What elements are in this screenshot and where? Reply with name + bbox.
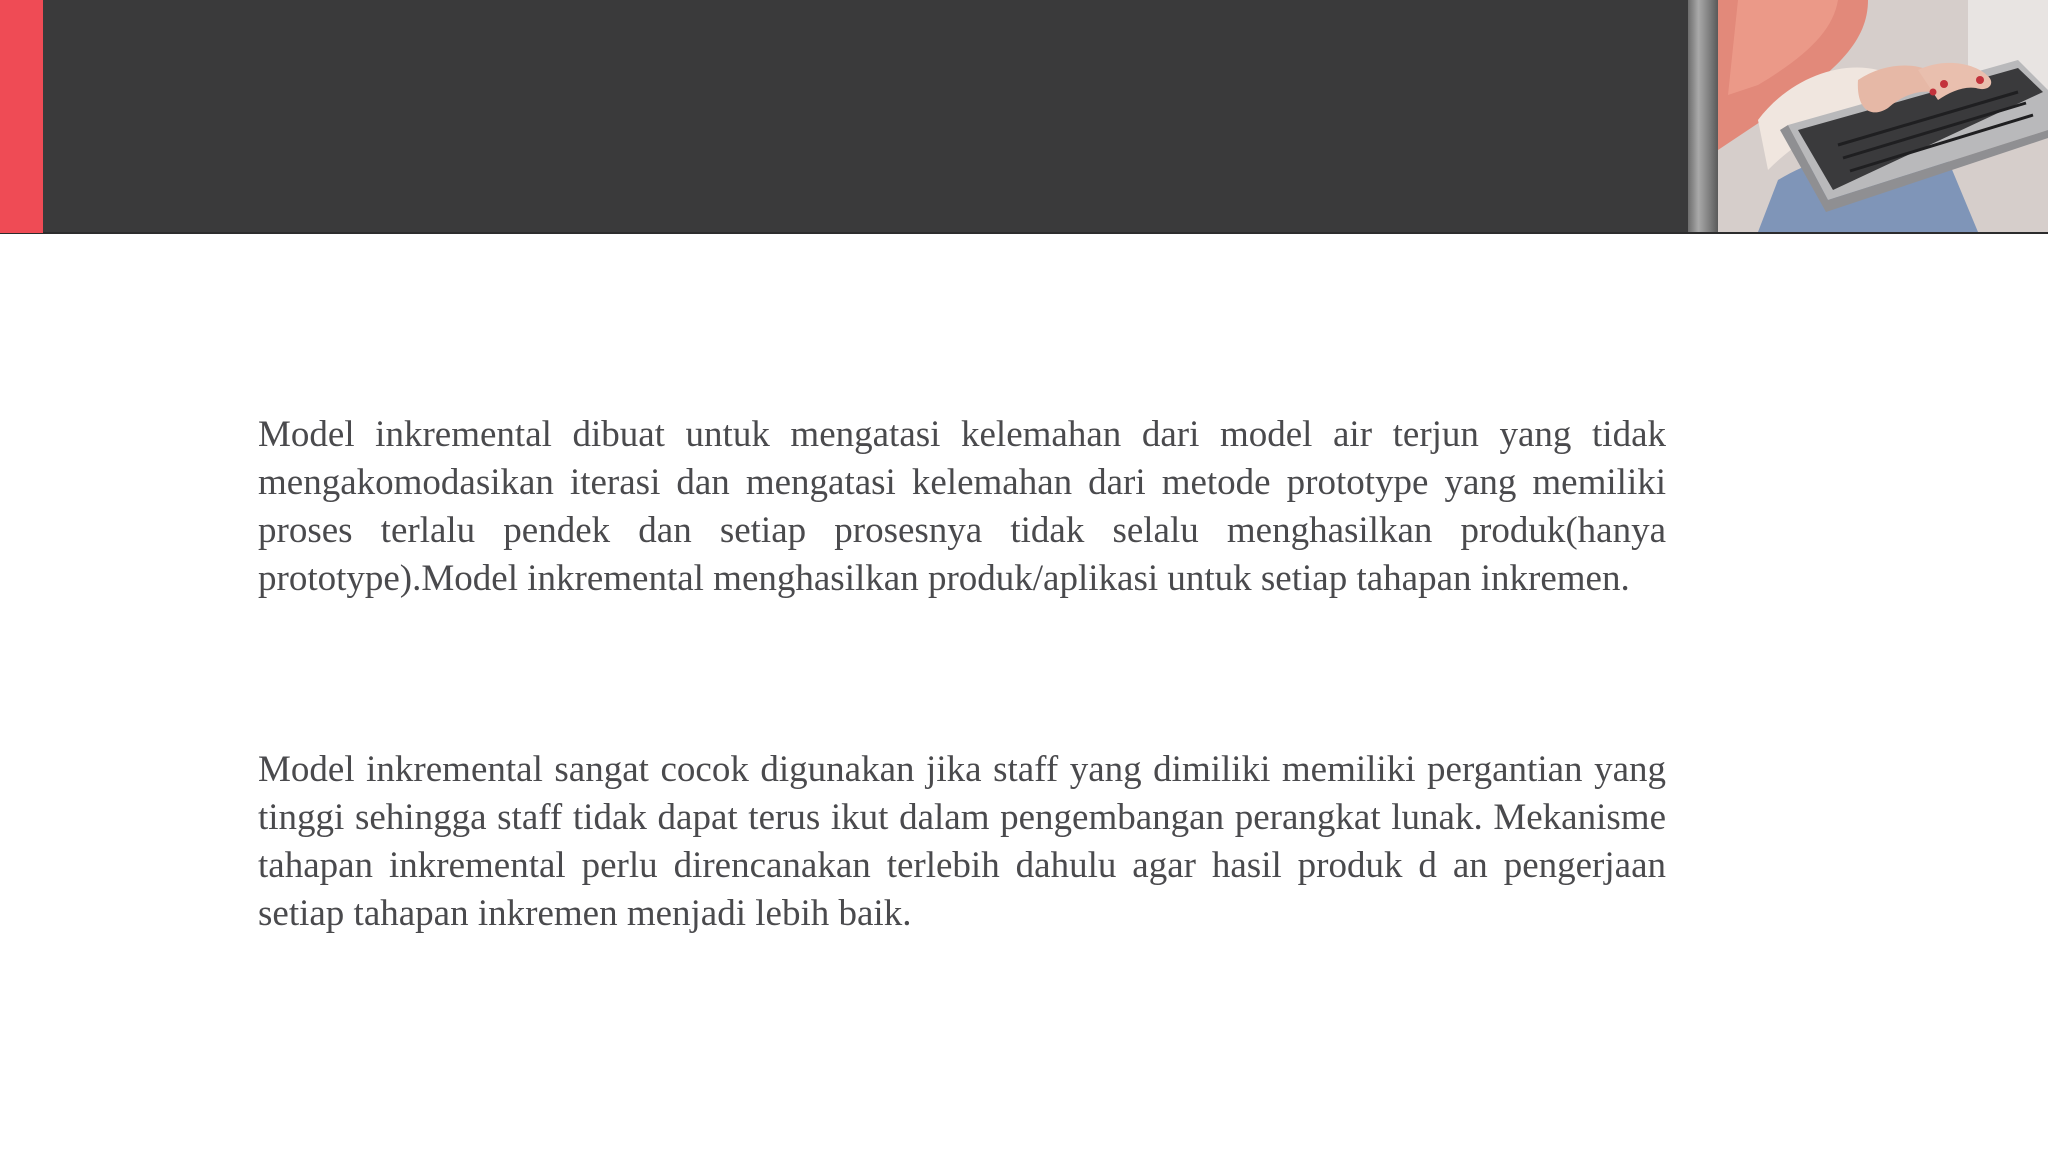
- paragraph-2: Model inkremental sangat cocok digunakan jika staff yang dimiliki memiliki pergantian yang tinggi sehingga staff tidak dapat terus ikut dalam pengembangan perangkat lunak. Mekanisme tahapan inkremental perlu direncanakan terlebih dahulu agar hasil produk d an pengerjaan setiap tahapan inkremen menjadi lebih baik.: [258, 749, 1666, 934]
- laptop-photo: [1718, 0, 2048, 232]
- typing-hands-illustration: [1718, 0, 2048, 232]
- accent-bar: [0, 0, 43, 233]
- paragraph-1: Model inkremental dibuat untuk mengatasi kelemahan dari model air terjun yang tidak mengakomodasikan iterasi dan mengatasi kelemahan dari metode prototype yang memiliki proses terlalu pendek dan setiap prosesnya tidak selalu menghasilkan produk(hanya prototype).Model inkremental menghasilkan produk/aplikasi untuk setiap tahapan inkremen.: [258, 414, 1666, 599]
- photo-frame-divider: [1688, 0, 1718, 232]
